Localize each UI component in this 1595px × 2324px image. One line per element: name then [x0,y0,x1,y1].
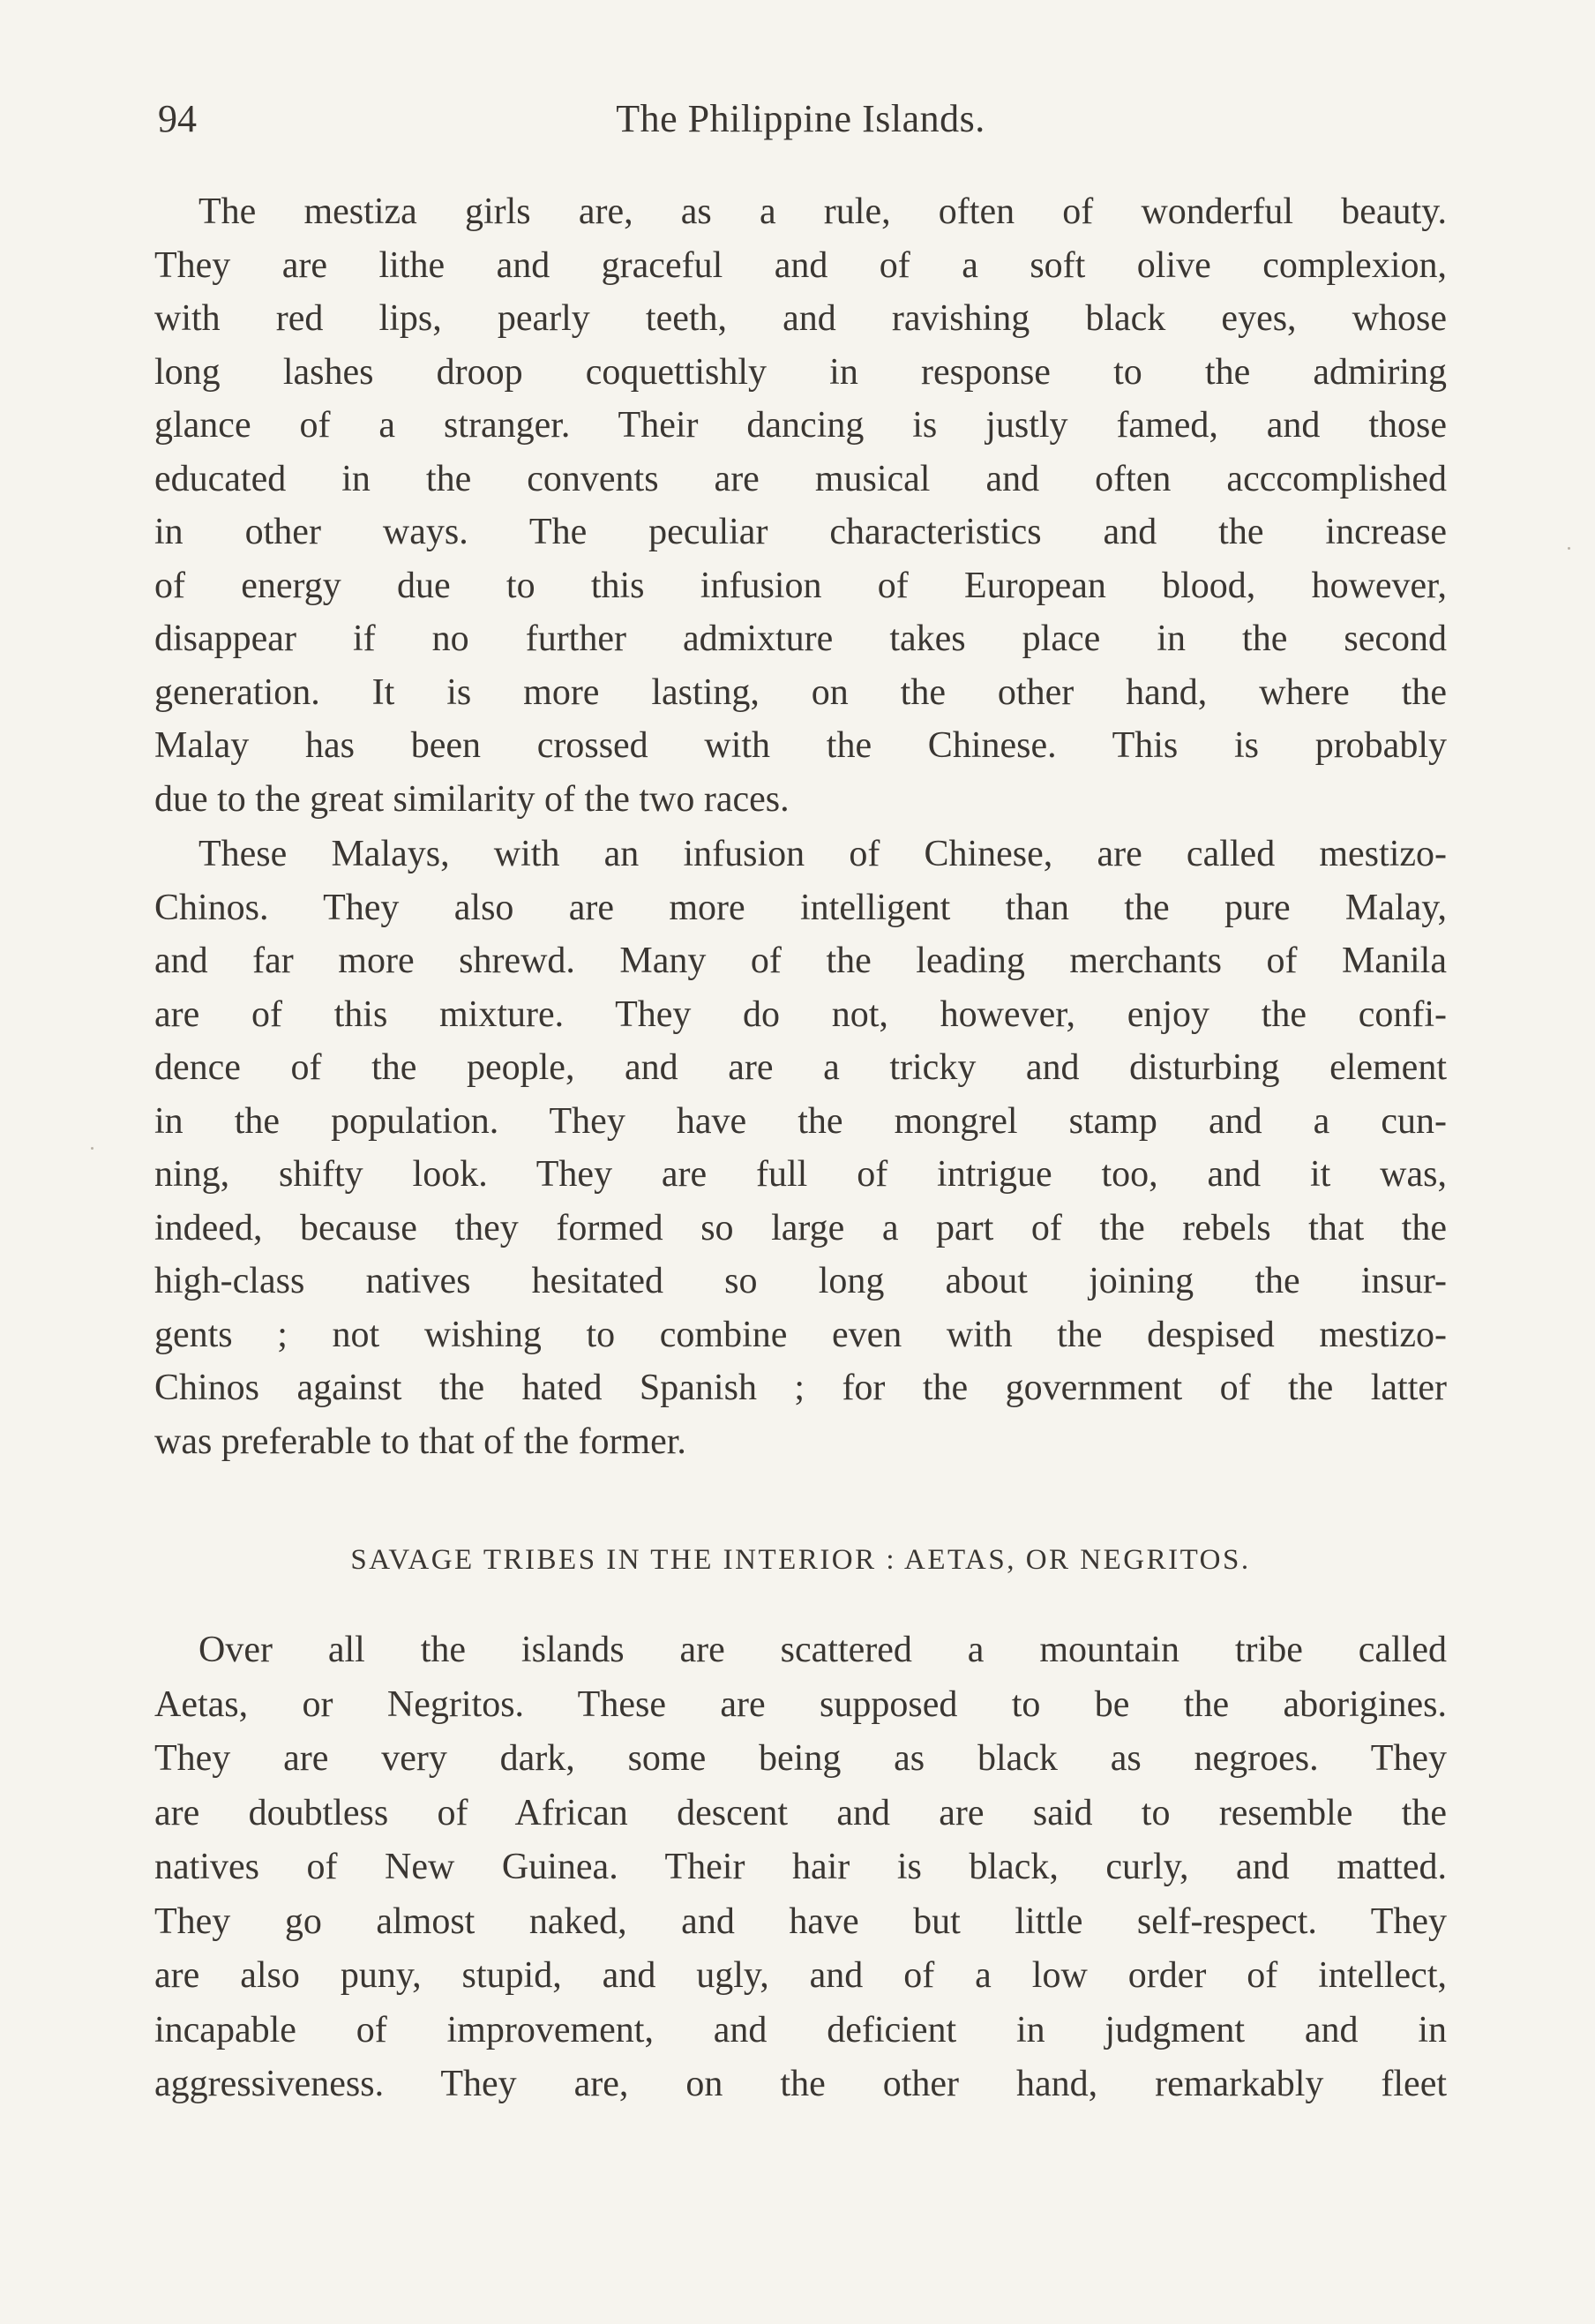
text-line: in the population. They have the mongrel stamp and a cun- [154,1100,1447,1142]
paragraph-mestiza-girls [154,185,1447,826]
text-line: high-class natives hesitated so long about joining the insur- [154,1261,1447,1301]
text-line: indeed, because they formed so large a part of the rebels that the [154,1207,1447,1248]
text-line: generation. It is more lasting, on the other hand, where the [154,671,1447,713]
text-line: are doubtless of African descent and are said to resemble the [154,1792,1447,1833]
text-line: dence of the people, and are a tricky and disturbing element [154,1047,1447,1088]
text-line: Chinos against the hated Spanish ; for the government of the latter [154,1368,1447,1408]
text-line: They are lithe and graceful and of a soft olive complexion, [154,244,1447,286]
section-heading: SAVAGE TRIBES IN THE INTERIOR : AETAS, OR NEGRITOS. [350,1544,1251,1576]
paper-speck [1568,547,1570,550]
text-line: aggressiveness. They are, on the other hand, remarkably fleet [154,2064,1447,2104]
text-line: Malay has been crossed with the Chinese. This is probably [154,725,1447,766]
text-line: due to the great similarity of the two races. [154,778,790,820]
text-line: disappear if no further admixture takes place in the second [154,618,1447,659]
text-line: incapable of improvement, and deficient in judgment and in [154,2009,1447,2050]
text-line: ning, shifty look. They are full of intrigue too, and it was, [154,1154,1447,1195]
text-line: long lashes droop coquettishly in response to the admiring [154,351,1447,393]
text-line: and far more shrewd. Many of the leading merchants of Manila [154,941,1447,981]
paragraph-mestizo-chinos [154,828,1447,1468]
text-line: of energy due to this infusion of European blood, however, [154,565,1447,606]
text-line: Over all the islands are scattered a mountain tribe called [198,1630,1447,1670]
text-line: These Malays, with an infusion of Chinese, are called mestizo- [198,834,1447,874]
text-line: in other ways. The peculiar characteristics and the increase [154,512,1447,552]
text-line: Chinos. They also are more intelligent than the pure Malay, [154,887,1447,928]
running-head [154,93,1447,146]
text-line: natives of New Guinea. Their hair is black, curly, and matted. [154,1847,1447,1887]
text-line: was preferable to that of the former. [154,1421,686,1462]
page-number: 94 [158,97,197,140]
text-line: They go almost naked, and have but little self-respect. They [154,1900,1447,1942]
text-line: are also puny, stupid, and ugly, and of a low order of intellect, [154,1955,1447,1996]
text-line: glance of a stranger. Their dancing is justly famed, and those [154,405,1447,446]
running-title: The Philippine Islands. [616,97,985,140]
paragraph-aetas-negritos [154,1623,1447,2112]
text-line: educated in the convents are musical and often acccomplished [154,458,1447,499]
text-line: The mestiza girls are, as a rule, often of wonderful beauty. [198,191,1447,232]
text-line: Aetas, or Negritos. These are supposed to be the aborigines. [154,1683,1447,1725]
text-line: are of this mixture. They do not, however, enjoy the confi- [154,993,1447,1035]
text-line: They are very dark, some being as black as negroes. They [154,1738,1447,1779]
text-line: gents ; not wishing to combine even with the despised mestizo- [154,1314,1447,1355]
paper-speck [91,1147,94,1150]
text-line: with red lips, pearly teeth, and ravishing black eyes, whose [154,298,1447,339]
